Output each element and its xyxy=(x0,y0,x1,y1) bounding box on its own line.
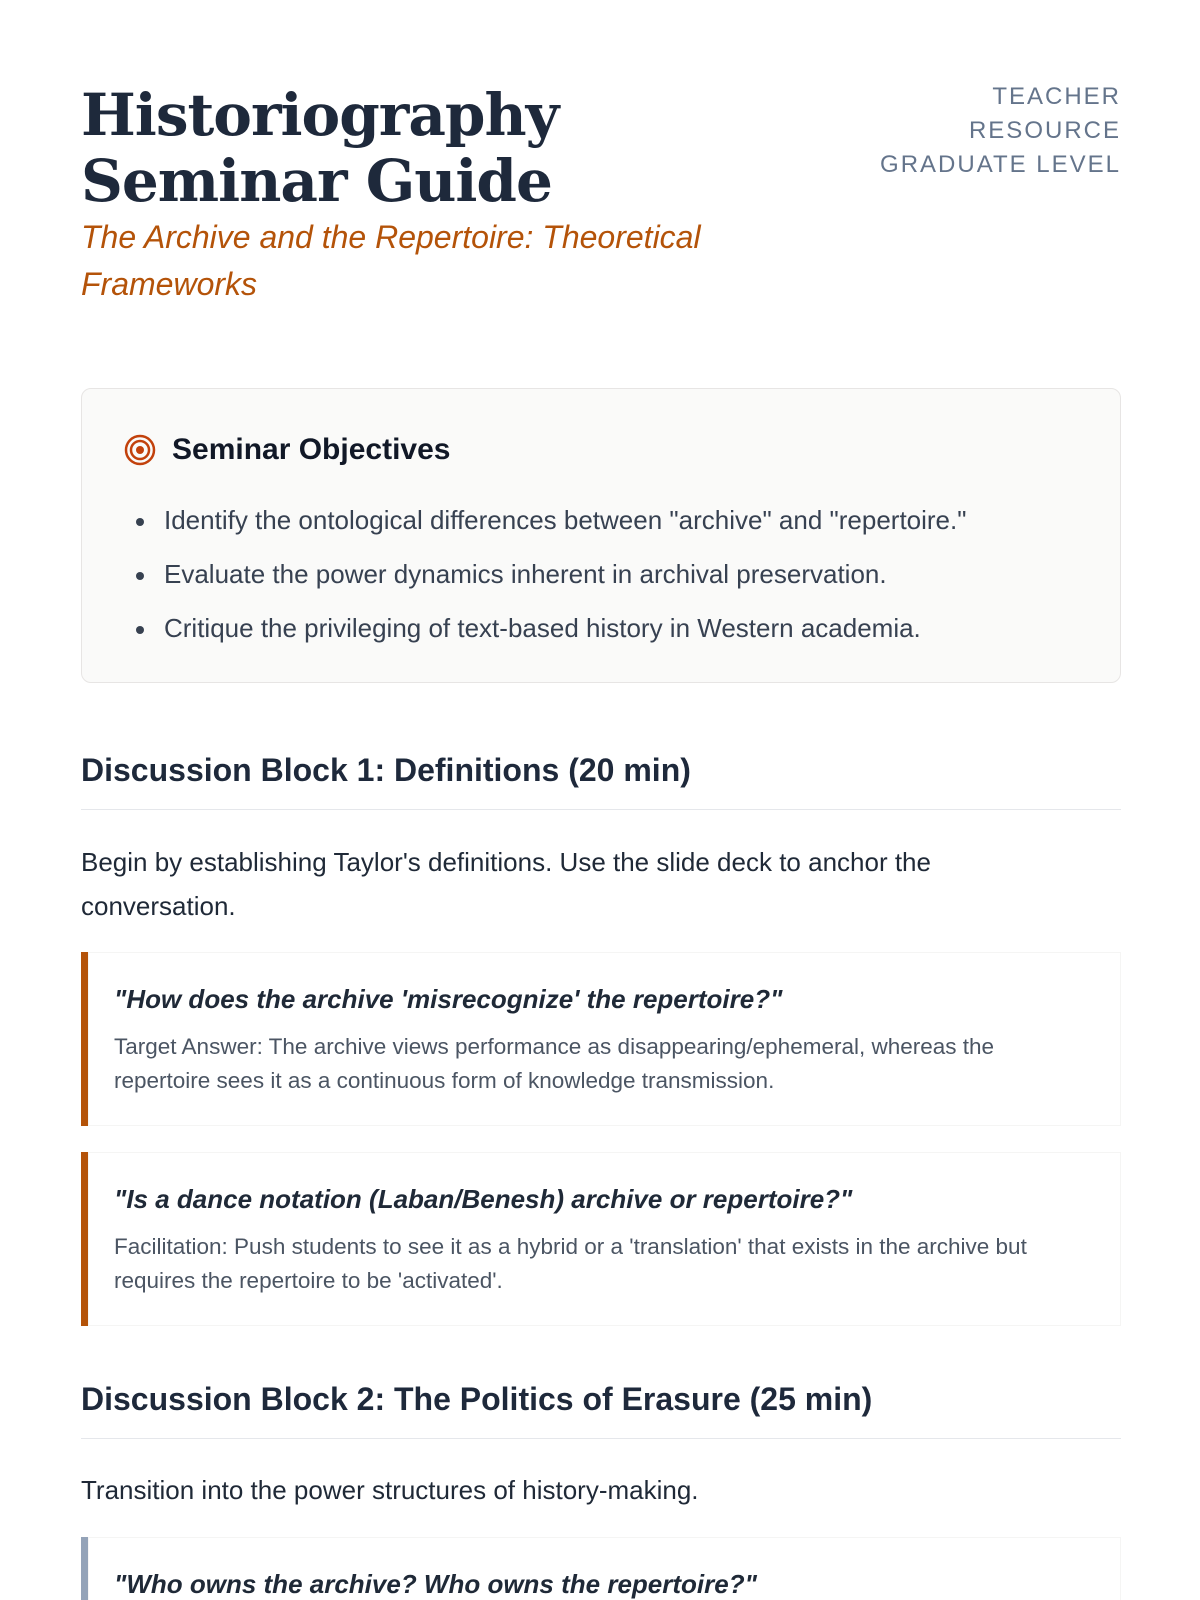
section-intro-block-2: Transition into the power structures of history-making. xyxy=(81,1475,699,1505)
objectives-list xyxy=(134,493,1094,655)
discussion-question-card xyxy=(81,1152,1121,1326)
facilitation-note: Target Answer: The archive views performance as disappearing/ephemeral, whereas the repertoire sees it as a continuous form of knowledge transmission. xyxy=(114,1034,995,1093)
meta-level: GRADUATE LEVEL xyxy=(880,151,1121,178)
page-title: Historiography Seminar Guide xyxy=(81,81,559,215)
facilitation-note: Facilitation: Push students to see it as a hybrid or a 'translation' that exists in the archive but requires the repertoire to be 'activated'. xyxy=(114,1234,1027,1293)
meta-audience: TEACHER xyxy=(992,83,1121,110)
section-heading-block-2: Discussion Block 2: The Politics of Erasure (25 min) xyxy=(81,1381,1121,1439)
seminar-guide-page xyxy=(81,0,1121,1599)
objectives-box xyxy=(81,388,1121,683)
section-heading-block-1: Discussion Block 1: Definitions (20 min) xyxy=(81,752,1121,810)
page-header xyxy=(81,0,1121,330)
discussion-question: "Who owns the archive? Who owns the repertoire?" xyxy=(114,1569,757,1599)
discussion-question: "How does the archive 'misrecognize' the repertoire?" xyxy=(114,984,783,1014)
meta-type: RESOURCE xyxy=(968,117,1121,144)
objectives-title: Seminar Objectives xyxy=(172,433,451,466)
discussion-question: "Is a dance notation (Laban/Benesh) archive or repertoire?" xyxy=(114,1184,853,1214)
section-intro-block-1: Begin by establishing Taylor's definitions. Use the slide deck to anchor the conversation. xyxy=(81,847,931,921)
discussion-question-card xyxy=(81,952,1121,1126)
page-subtitle: The Archive and the Repertoire: Theoretical Frameworks xyxy=(81,219,701,302)
objective-item: Identify the ontological differences between "archive" and "repertoire." xyxy=(134,493,1094,547)
objective-item: Critique the privileging of text-based history in Western academia. xyxy=(134,601,1094,655)
objectives-header xyxy=(124,433,450,467)
target-icon xyxy=(124,434,156,466)
document-meta xyxy=(841,80,1121,182)
discussion-question-card xyxy=(81,1537,1121,1600)
objective-item: Evaluate the power dynamics inherent in archival preservation. xyxy=(134,547,1094,601)
